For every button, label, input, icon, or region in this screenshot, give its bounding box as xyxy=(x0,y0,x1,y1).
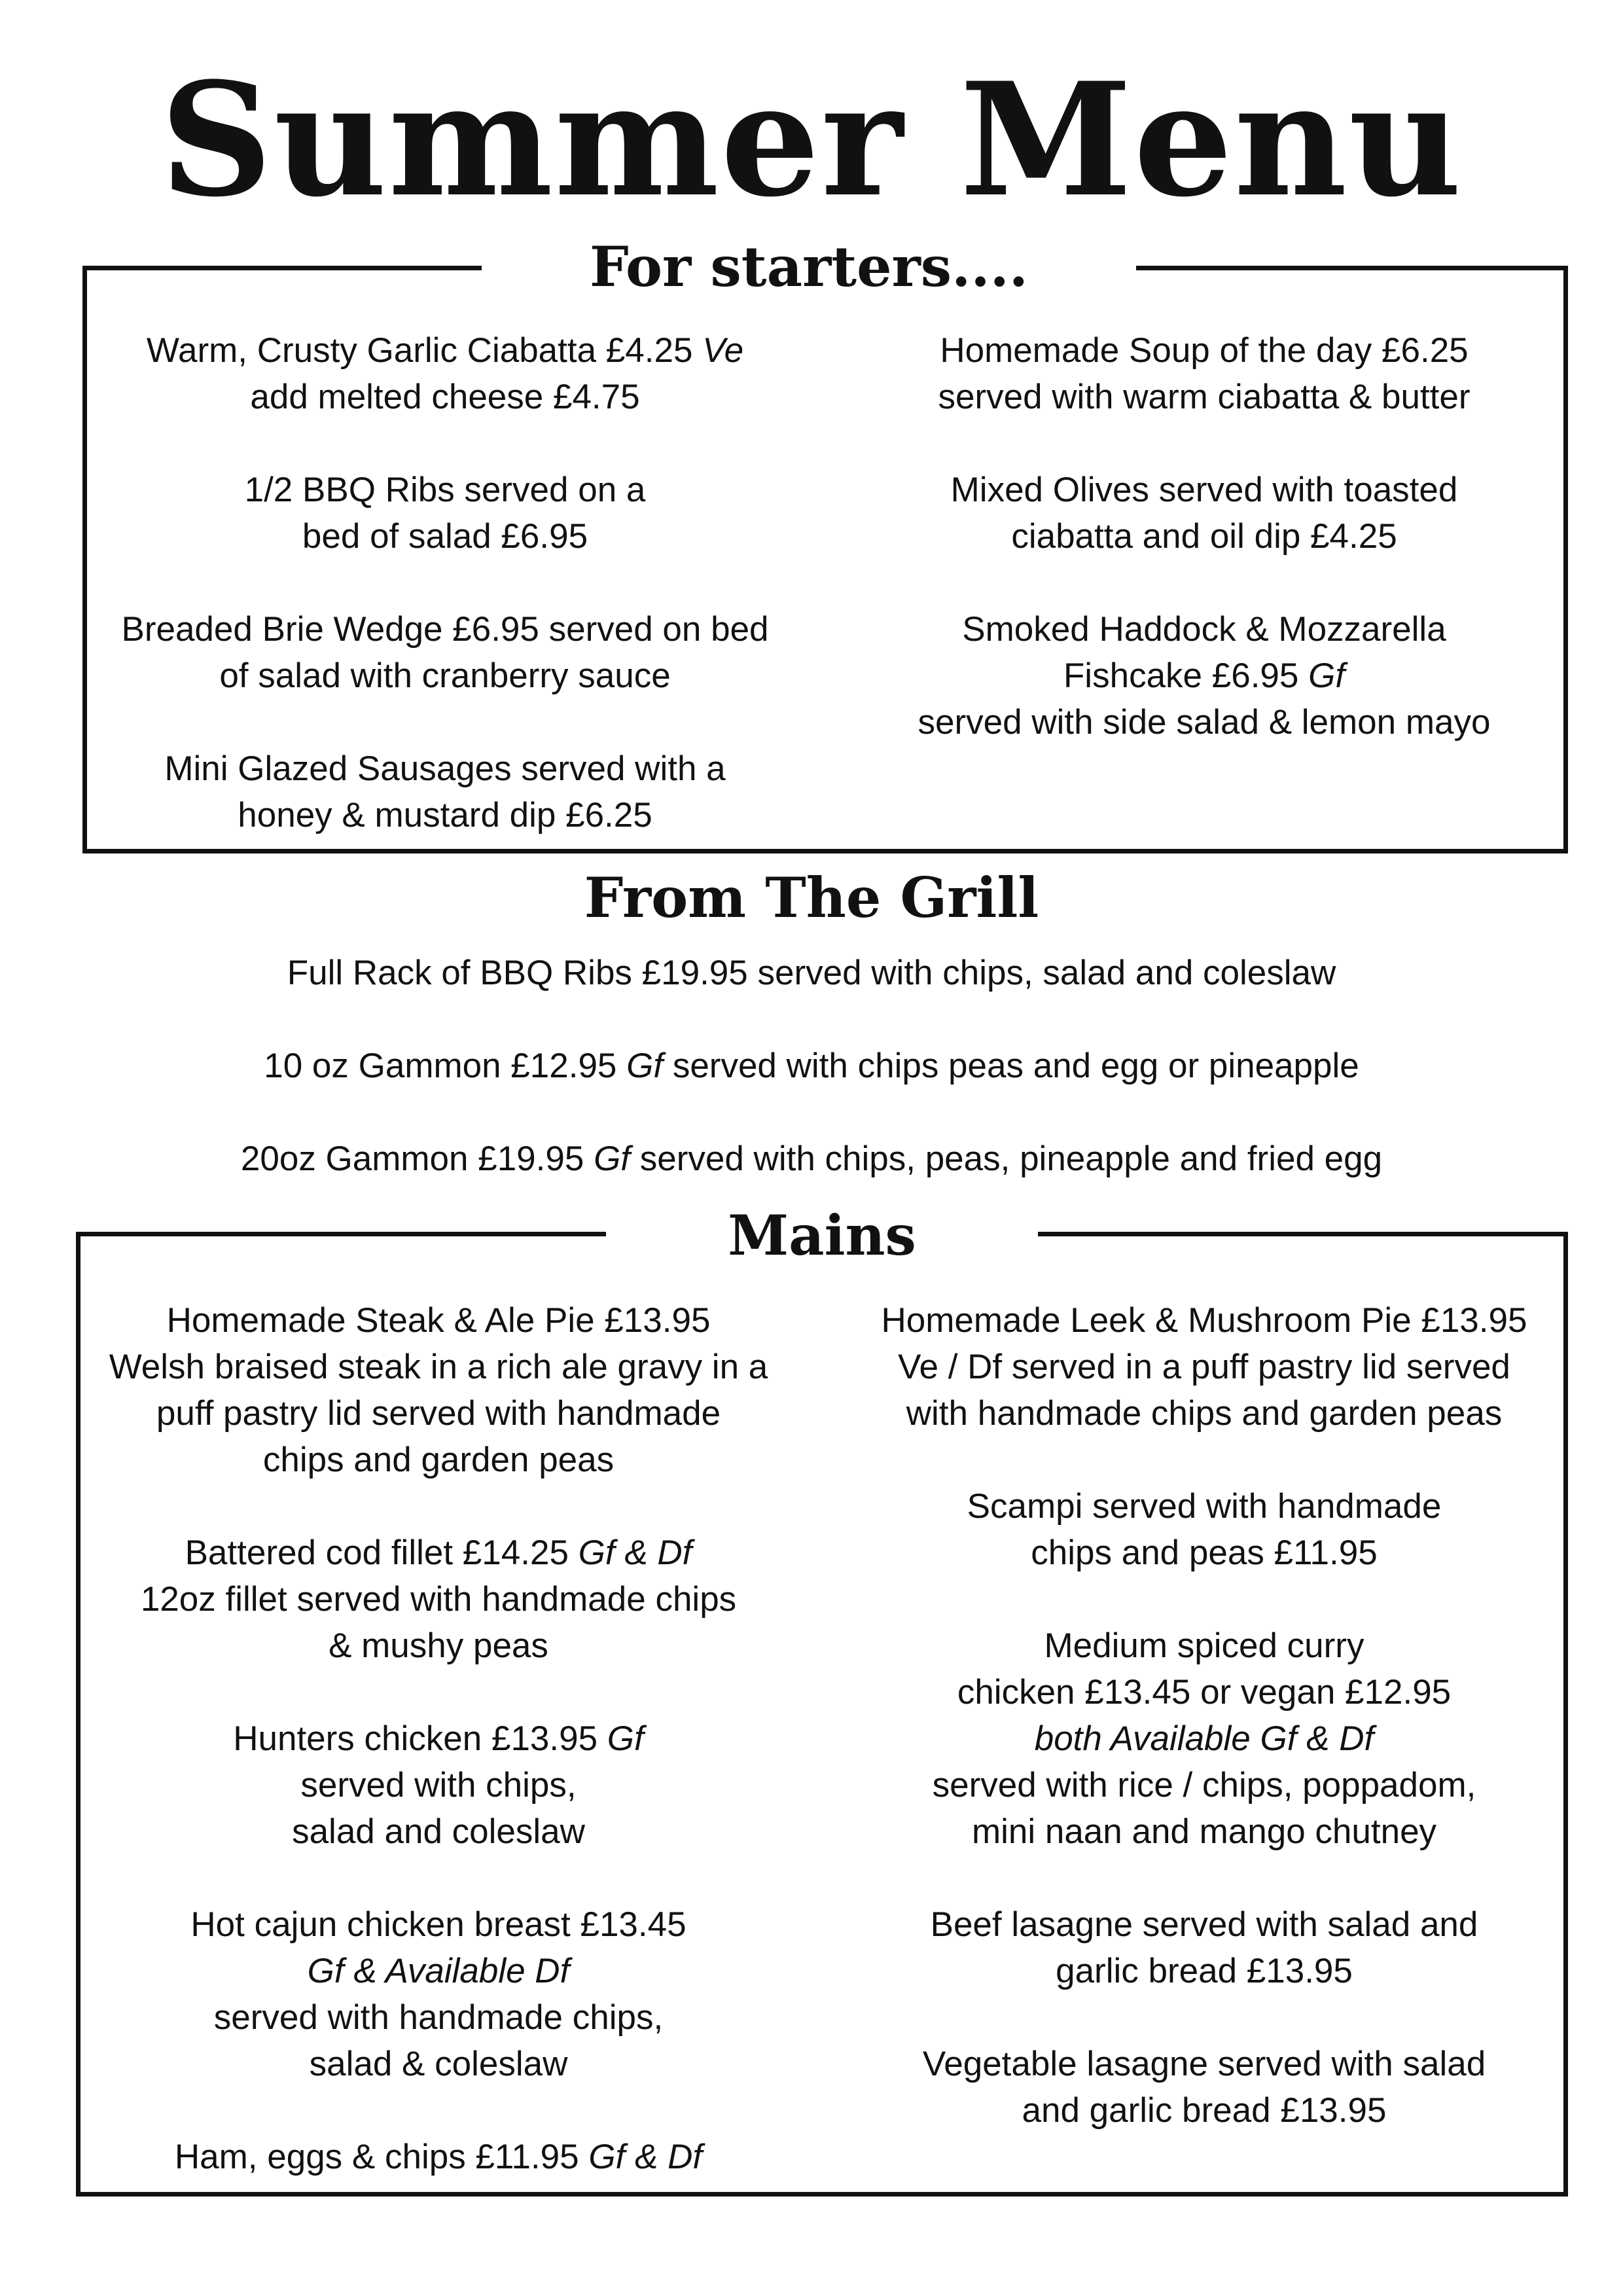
starters-left-column xyxy=(79,327,812,838)
grill-heading: From The Grill xyxy=(0,865,1623,931)
starters-heading: For starters.... xyxy=(482,234,1136,300)
menu-item: Scampi served with handmade chips and peas £11.95 xyxy=(967,1487,1442,1572)
grill-item: 20oz Gammon £19.95 Gf served with chips, peas, pineapple and fried egg xyxy=(240,1139,1383,1178)
menu-item: Ham, eggs & chips £11.95 Gf & Df xyxy=(174,2138,703,2176)
menu-item: Hot cajun chicken breast £13.45 Gf & Available Df served with handmade chips, salad & coleslaw xyxy=(190,1905,687,2083)
menu-item: Mini Glazed Sausages served with a honey & mustard dip £6.25 xyxy=(164,749,726,834)
grill-item: Full Rack of BBQ Ribs £19.95 served with chips, salad and coleslaw xyxy=(287,954,1336,992)
menu-item: Smoked Haddock & Mozzarella Fishcake £6.95 Gf served with side salad & lemon mayo xyxy=(918,610,1491,742)
menu-item: Homemade Leek & Mushroom Pie £13.95 Ve / Df served in a puff pastry lid served with handmade chips and garden peas xyxy=(881,1301,1527,1433)
menu-item: Mixed Olives served with toasted ciabatta and oil dip £4.25 xyxy=(950,471,1458,556)
menu-item: Battered cod fillet £14.25 Gf & Df 12oz fillet served with handmade chips & mushy peas xyxy=(140,1534,737,1665)
menu-item: Warm, Crusty Garlic Ciabatta £4.25 Ve add melted cheese £4.75 xyxy=(146,331,744,416)
menu-item: Homemade Steak & Ale Pie £13.95 Welsh braised steak in a rich ale gravy in a puff pastry lid served with handmade chips and garden peas xyxy=(109,1301,768,1479)
starters-right-column xyxy=(851,327,1558,745)
mains-left-column xyxy=(79,1297,798,2180)
grill-item: 10 oz Gammon £12.95 Gf served with chips peas and egg or pineapple xyxy=(264,1047,1359,1085)
menu-item: Medium spiced curry chicken £13.45 or vegan £12.95 both Available Gf & Df served with rice / chips, poppadom, mini naan and mango chutney xyxy=(932,1626,1476,1851)
menu-item: Vegetable lasagne served with salad and garlic bread £13.95 xyxy=(922,2045,1486,2130)
menu-item: Hunters chicken £13.95 Gf served with chips, salad and coleslaw xyxy=(233,1719,644,1851)
menu-item: Beef lasagne served with salad and garlic bread £13.95 xyxy=(930,1905,1478,1990)
mains-right-column xyxy=(844,1297,1564,2134)
menu-item: Breaded Brie Wedge £6.95 served on bed of salad with cranberry sauce xyxy=(121,610,769,695)
menu-item: 1/2 BBQ Ribs served on a bed of salad £6.95 xyxy=(244,471,646,556)
menu-title: Summer Menu xyxy=(160,49,1463,232)
menu-item: Homemade Soup of the day £6.25 served with warm ciabatta & butter xyxy=(938,331,1471,416)
mains-heading: Mains xyxy=(606,1203,1038,1268)
